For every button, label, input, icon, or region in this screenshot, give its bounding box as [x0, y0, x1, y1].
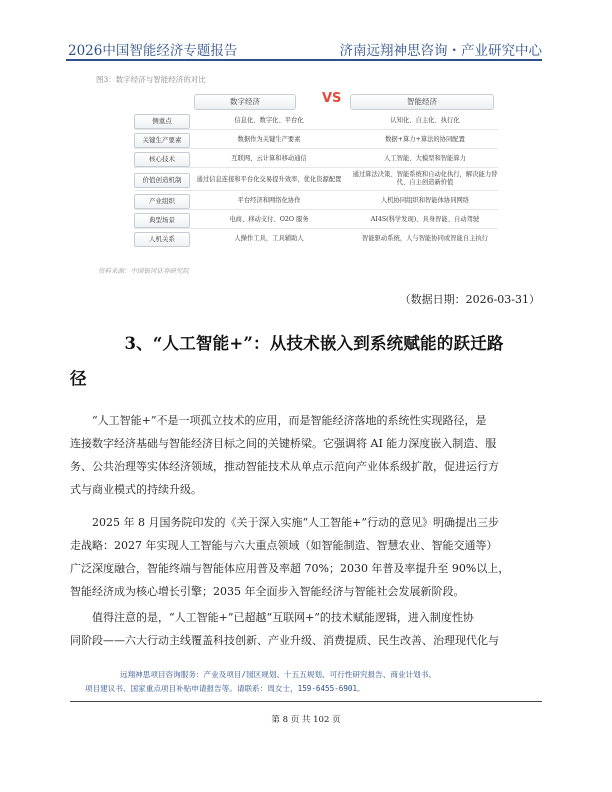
intelligent-cell: AI4S(科学发现)、具身智能、自动驾驶	[370, 216, 480, 223]
column-header-intelligent: 智能经济	[350, 94, 494, 110]
footer-divider	[70, 701, 542, 702]
paragraph	[70, 409, 542, 501]
heading-line: 径	[70, 369, 87, 388]
note-line: 远翔神思项目咨询服务：产业及项目/园区规划、十五五规划、可行性研究报告、商业计划书、	[120, 670, 436, 679]
intelligent-cell: 人机协同组织和智能体协同网络	[380, 197, 470, 204]
row-label: 侧重点	[134, 114, 190, 129]
digital-cell: 互联网、云计算和移动通信	[231, 155, 307, 162]
service-contact-note	[85, 668, 545, 696]
intelligent-cell: 数据+算力+算法的协同配置	[385, 136, 465, 143]
column-header-digital: 数字经济	[194, 94, 296, 110]
digital-cell: 信息化、数字化、平台化	[234, 117, 304, 124]
paragraph-line: 智能经济成为核心增长引擎；2035 年全面步入智能经济与智能社会发展新阶段。	[70, 585, 465, 598]
data-date: （数据日期：2026-03-31）	[399, 293, 540, 306]
page-number: 第 8 页 共 102 页	[271, 715, 341, 725]
heading-line: 3、“人工智能+”：从技术嵌入到系统赋能的跃迁路	[124, 334, 504, 353]
comparison-row	[134, 230, 498, 247]
paragraph	[70, 511, 542, 603]
header-report-title: 2026中国智能经济专题报告	[68, 43, 238, 59]
comparison-row	[134, 192, 498, 210]
paragraph-line: 值得注意的是，“人工智能+”已超越“互联网+”的技术赋能逻辑，进入制度性协	[92, 611, 474, 624]
digital-cell: 平台经济和网络化协作	[237, 197, 301, 204]
row-label: 产业组织	[134, 194, 190, 209]
comparison-row	[134, 131, 498, 149]
digital-cell: 电商、移动支付、O2O 服务	[229, 216, 309, 223]
page-header	[66, 39, 542, 63]
digital-cell: 通过信息连接和平台化交易提升效率，优化资源配置	[196, 176, 342, 183]
comparison-row	[134, 150, 498, 168]
paragraph-line: 同阶段——六大行动主线覆盖科技创新、产业升级、消费提质、民生改善、治理现代化与	[70, 634, 499, 647]
vs-label: VS	[322, 91, 342, 106]
paragraph-line: 广泛深度融合，智能终端与智能体应用普及率超 70%；2030 年普及率提升至 90%以上，	[70, 562, 510, 575]
paragraph-line: “人工智能+”不是一项孤立技术的应用，而是智能经济落地的系统性实现路径，是	[92, 414, 487, 427]
row-label: 典型场景	[134, 213, 190, 228]
header-organization: 济南远翔神思咨询・产业研究中心	[339, 43, 542, 59]
digital-cell: 人操作工具，工具辅助人	[234, 235, 304, 242]
comparison-row	[134, 211, 498, 229]
paragraph-line: 2025 年 8 月国务院印发的《关于深入实施“人工智能+”行动的意见》明确提出三步	[92, 516, 499, 529]
comparison-row	[134, 169, 498, 191]
figure-source: 资料来源：中国银河证券研究院	[98, 267, 189, 275]
intelligent-cell: 通过算法决策、智能系统和自动化执行，解决能力替代、自主创造新价值	[352, 171, 498, 186]
intelligent-cell: 认知化、自主化、执行化	[390, 117, 460, 124]
paragraph-line: 务、公共治理等实体经济领域，推动智能技术从单点示范向产业体系级扩散，促进运行方	[70, 460, 499, 473]
comparison-figure	[96, 88, 512, 260]
figure-caption: 图3：数字经济与智能经济的对比	[96, 75, 206, 84]
paragraph-line: 走战略：2027 年实现人工智能与六大重点领域（如智能制造、智慧农业、智能交通等）	[70, 539, 498, 552]
intelligent-cell: 人工智能、大模型和智能算力	[384, 155, 466, 162]
paragraph-line: 式与商业模式的持续升级。	[70, 483, 202, 496]
row-label: 关键生产要素	[134, 133, 190, 148]
section-heading	[70, 326, 540, 396]
row-label: 核心技术	[134, 152, 190, 167]
comparison-row	[134, 112, 498, 130]
digital-cell: 数据作为关键生产要素	[237, 136, 301, 143]
paragraph-line: 连接数字经济基础与智能经济目标之间的关键桥梁。它强调将 AI 能力深度嵌入制造、服	[70, 437, 497, 450]
header-divider	[66, 59, 542, 61]
paragraph	[70, 606, 542, 652]
row-label: 价值创造机制	[134, 173, 190, 188]
note-line: 项目建议书、国家重点项目补贴申请报告等。请联系：周女士，159-6455-6901。	[85, 684, 365, 693]
intelligent-cell: 智能驱动系统，人与智能协同或智能自主执行	[362, 235, 488, 242]
row-label: 人机关系	[134, 232, 190, 247]
